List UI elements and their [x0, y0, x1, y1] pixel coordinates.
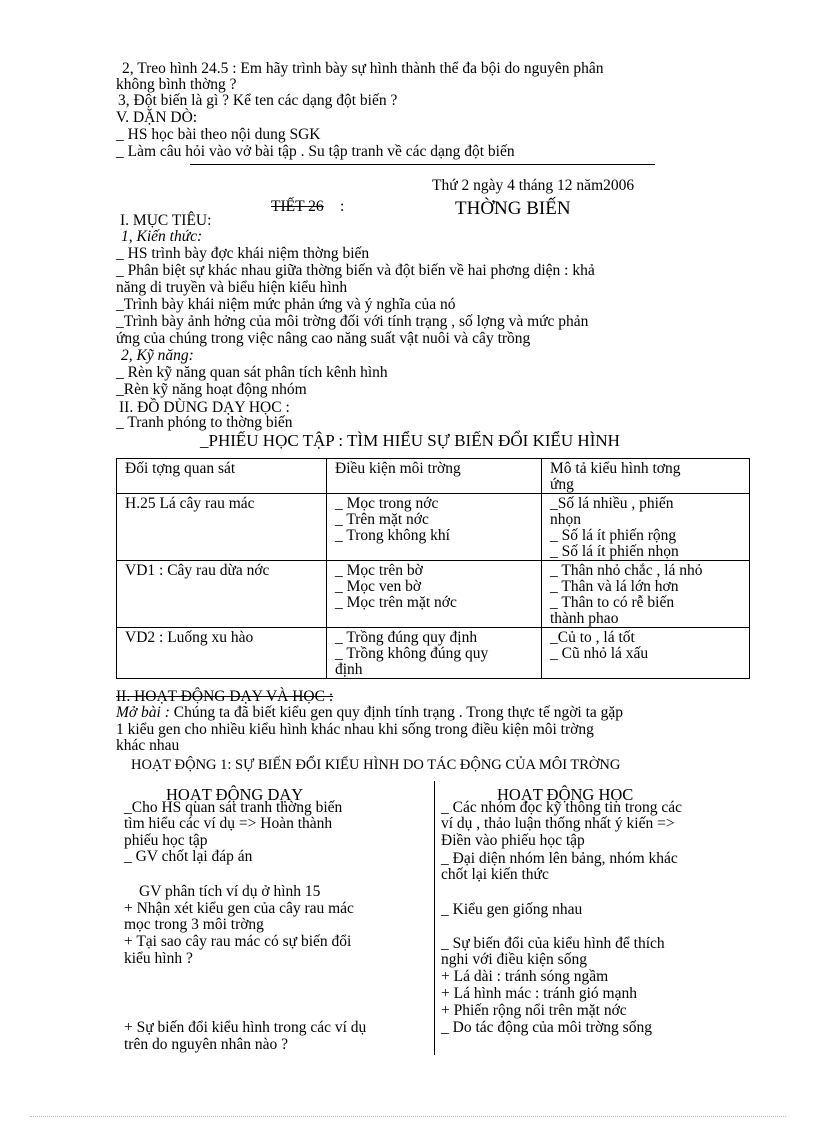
header-description: [542, 459, 750, 494]
worksheet-table: [116, 458, 750, 679]
condition-item: _ Trồng không đúng quy: [335, 645, 489, 662]
description-item: _Củ to , lá tốt: [550, 629, 635, 646]
learn-line: + Lá hình mác : tránh gió mạnh: [441, 985, 637, 1002]
condition-item: _ Mọc trên bờ: [335, 562, 423, 579]
description-item: _ Số lá ít phiến nhọn: [550, 543, 679, 560]
worksheet-title: _PHIẾU HỌC TẬP : TÌM HIỂU SỰ BIẾN ĐỔI KIỂU HÌNH: [200, 431, 620, 450]
condition-item: _ Trồng đúng quy định: [335, 629, 478, 646]
table-row: [117, 628, 750, 679]
learn-line: Điền vào phiếu học tập: [441, 832, 585, 849]
teach-line: _ GV chốt lại đáp án: [124, 848, 253, 865]
description-item: thành phao: [550, 610, 619, 627]
row-description: [542, 561, 750, 628]
description-item: _Số lá nhiều , phiến: [550, 495, 674, 512]
row-conditions: [327, 628, 542, 679]
knowledge-item-3: _Trình bày khái niệm mức phản ứng và ý nghĩa của nó: [116, 296, 456, 313]
learn-line: + Lá dài : tránh sóng ngầm: [441, 968, 609, 985]
activity-1-title: HOẠT ĐỘNG 1: SỰ BIẾN ĐỔI KIỂU HÌNH DO TÁC ĐỘNG CỦA MÔI TRỜNG: [131, 757, 621, 773]
intro-text: Chúng ta đã biết kiểu gen quy định tính trạng . Trong thực tế ngời ta gặp: [169, 704, 624, 721]
teach-line: mọc trong 3 môi trờng: [124, 916, 264, 933]
table-row: [117, 494, 750, 561]
description-item: _ Thân và lá lớn hơn: [550, 578, 679, 595]
intro-line3: khác nhau: [116, 737, 180, 754]
header-object: Đối tợng quan sát: [117, 459, 327, 494]
knowledge-item-4-line2: ứng của chúng trong việc nâng cao năng suất vật nuôi và cây trồng: [116, 330, 531, 347]
lesson-period-colon: :: [340, 198, 345, 215]
column-divider: [434, 781, 435, 1055]
question-2-line2: không bình thờng ?: [116, 76, 237, 93]
question-3: 3, Đột biến là gì ? Kể ten các dạng đột biến ?: [118, 92, 398, 109]
dan-do-item-2: _ Làm câu hỏi vào vở bài tập . Su tập tranh về các dạng đột biến: [116, 143, 515, 160]
table-row: [117, 561, 750, 628]
skills-item-1: _ Rèn kỹ năng quan sát phân tích kênh hình: [116, 364, 388, 381]
knowledge-item-2-line1: _ Phân biệt sự khác nhau giữa thờng biến và đột biến về hai phơng diện : khả: [116, 262, 595, 279]
header-description-line1: Mô tả kiểu hình tơng: [550, 460, 681, 477]
row-description: [542, 494, 750, 561]
intro-line1: [116, 705, 623, 721]
lesson-date: Thứ 2 ngày 4 tháng 12 năm2006: [432, 177, 635, 194]
section-divider: [190, 164, 655, 165]
dan-do-heading: V. DẶN DÒ:: [116, 109, 198, 126]
learn-line: _ Sự biến đổi của kiểu hình để thích: [441, 935, 665, 952]
activities-heading: II. HOẠT ĐỘNG DẠY VÀ HỌC :: [116, 688, 334, 705]
teach-line: kiểu hình ?: [124, 950, 193, 967]
condition-item: _ Mọc trong nớc: [335, 495, 439, 512]
condition-item: _ Trên mặt nớc: [335, 511, 429, 528]
learn-line: nghi với điều kiện sống: [441, 951, 587, 968]
col-learn-heading: HOẠT ĐỘNG HỌC: [497, 785, 634, 804]
knowledge-heading: 1, Kiến thức:: [121, 228, 203, 245]
header-conditions: Điều kiện môi trờng: [327, 459, 542, 494]
row-object: VD1 : Cây rau dừa nớc: [117, 561, 327, 628]
lesson-title: THỜNG BIẾN: [455, 198, 571, 219]
row-conditions: [327, 561, 542, 628]
intro-line2: 1 kiểu gen cho nhiều kiểu hình khác nhau khi sống trong điều kiện môi trờng: [116, 721, 594, 738]
description-item: nhọn: [550, 511, 581, 528]
knowledge-item-2-line2: năng di truyền và biểu hiện kiểu hình: [116, 279, 348, 296]
learn-line: chốt lại kiến thức: [441, 866, 549, 883]
condition-item: _ Mọc ven bờ: [335, 578, 422, 595]
materials-heading: II. ĐỒ DÙNG DẠY HỌC :: [119, 399, 290, 416]
header-description-line2: ứng: [550, 476, 574, 493]
knowledge-item-4-line1: _Trình bày ảnh hởng của môi trờng đối với tính trạng , số lợng và mức phản: [116, 313, 589, 330]
materials-item-1: _ Tranh phóng to thờng biến: [116, 414, 293, 431]
teach-line: trên do nguyên nhân nào ?: [124, 1036, 288, 1053]
row-object: VD2 : Luống xu hào: [117, 628, 327, 679]
page-bottom-rule: [30, 1116, 786, 1117]
learn-line: _ Các nhóm đọc kỹ thông tin trong các: [441, 799, 683, 816]
description-item: _ Cũ nhỏ lá xấu: [550, 645, 649, 662]
lesson-period: TIẾT 26: [271, 198, 324, 215]
col-teach-heading: HOẠT ĐỘNG DẠY: [166, 785, 304, 804]
row-description: [542, 628, 750, 679]
description-item: _ Thân to có rễ biến: [550, 594, 675, 611]
learn-line: _ Kiểu gen giống nhau: [441, 901, 583, 918]
description-item: _ Thân nhỏ chắc , lá nhỏ: [550, 562, 703, 579]
row-object: H.25 Lá cây rau mác: [117, 494, 327, 561]
dan-do-item-1: _ HS học bài theo nội dung SGK: [116, 126, 321, 143]
skills-item-2: _Rèn kỹ năng hoạt động nhóm: [116, 381, 307, 398]
teach-line: GV phân tích ví dụ ở hình 15: [139, 883, 321, 900]
condition-item: _ Trong không khí: [335, 527, 450, 544]
teach-line: + Nhận xét kiểu gen của cây rau mác: [124, 900, 354, 917]
table-header-row: [117, 459, 750, 494]
learn-line: + Phiến rộng nổi trên mặt nớc: [441, 1002, 627, 1019]
teach-line: + Sự biến đổi kiểu hình trong các ví dụ: [124, 1019, 367, 1036]
teach-line: tìm hiểu các ví dụ => Hoàn thành: [124, 815, 333, 832]
condition-item: _ Mọc trên mặt nớc: [335, 594, 457, 611]
teach-line: phiếu học tập: [124, 832, 208, 849]
description-item: _ Số lá ít phiến rộng: [550, 527, 677, 544]
intro-label: Mở bài :: [116, 704, 170, 721]
teach-line: _Cho HS quan sát tranh thờng biến: [124, 799, 343, 816]
skills-heading: 2, Kỹ năng:: [121, 347, 194, 364]
knowledge-item-1: _ HS trình bày đợc khái niệm thờng biến: [116, 245, 370, 262]
question-2-line1: 2, Treo hình 24.5 : Em hãy trình bày sự hình thành thể đa bội do nguyên phân: [122, 60, 604, 77]
condition-item: định: [335, 661, 363, 678]
learn-line: _ Đại diện nhóm lên bảng, nhóm khác: [441, 850, 678, 867]
teach-line: + Tại sao cây rau mác có sự biến đổi: [124, 933, 352, 950]
learn-line: _ Do tác động của môi trờng sống: [441, 1019, 652, 1036]
learn-line: ví dụ , thảo luận thống nhất ý kiến =>: [441, 815, 675, 832]
objectives-heading: I. MỤC TIÊU:: [120, 212, 212, 229]
row-conditions: [327, 494, 542, 561]
